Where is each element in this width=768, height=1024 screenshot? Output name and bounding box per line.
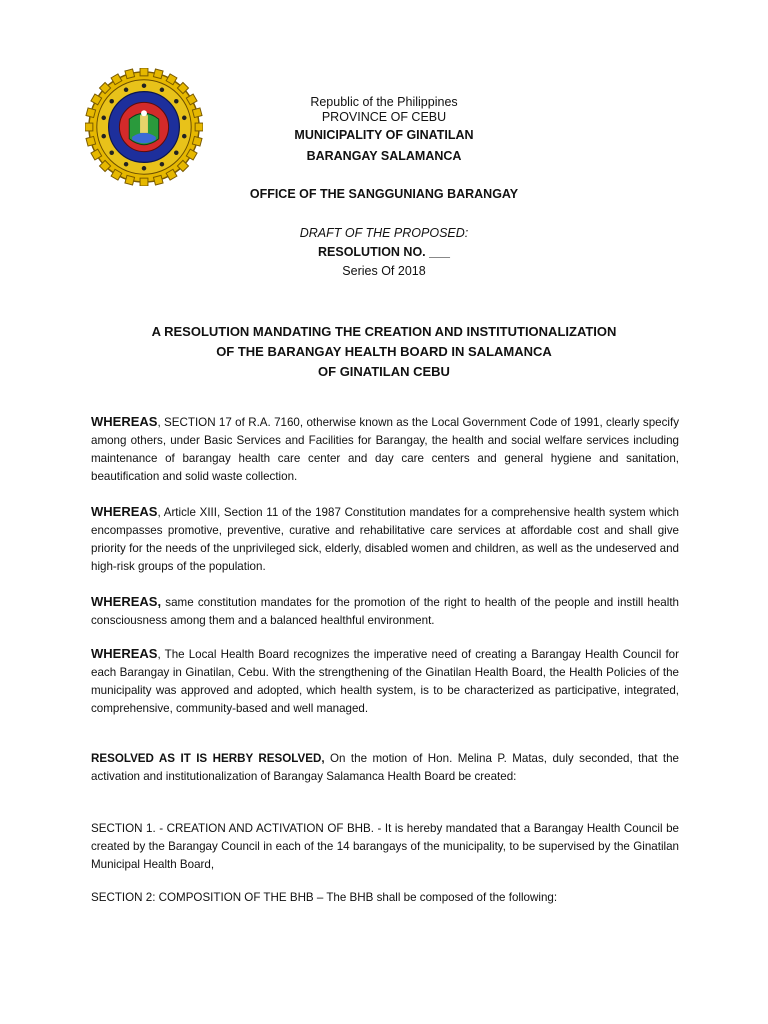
section-1: SECTION 1. - CREATION AND ACTIVATION OF BHB. - It is hereby mandated that a Barangay Health Council be created by the Barangay Council in each of the 14 barangays of the municipality, to be supervised by the Ginatilan Municipal Health Board, [91,822,679,872]
whereas-text: , Article XIII, Section 11 of the 1987 Constitution mandates for a comprehensive health system which encompasses promotive, preventive, curative and rehabilitative care services at affordable cost and shall give priority for the needs of the unprivileged sick, elderly, disabled women and children, as well as the undeserved and high-risk groups of the population. [91,506,679,574]
whereas-text: , The Local Health Board recognizes the imperative need of creating a Barangay Health Council for each Barangay in Ginatilan, Cebu. With the strengthening of the Ginatilan Health Board, the Health Policies of the municipality was approved and adopted, which health system, is to be characterized as participative, integrated, comprehensive, community-based and well managed. [91,648,679,716]
whereas-label: WHEREAS [91,504,158,519]
draft-line: DRAFT OF THE PROPOSED: [299,226,469,240]
whereas-label: WHEREAS, [91,594,162,609]
office-line: OFFICE OF THE SANGGUNIANG BARANGAY [249,187,519,201]
whereas-text: same constitution mandates for the promotion of the right to health of the people and instill health consciousness among them and a balanced healthful environment. [91,596,679,628]
resolved-label: RESOLVED AS IT IS HERBY RESOLVED, [91,752,325,765]
republic-line: Republic of the Philippines [310,95,458,109]
resolution-title-line-1: A RESOLUTION MANDATING THE CREATION AND INSTITUTIONALIZATION [151,324,617,339]
resolved-text: On the motion of Hon. Melina P. Matas, duly seconded, that the activation and institutionalization of Barangay Salamanca Health Board be created: [91,752,679,784]
resolution-number: RESOLUTION NO. ___ [318,245,450,259]
barangay-line: BARANGAY SALAMANCA [306,149,462,163]
municipality-line: MUNICIPALITY OF GINATILAN [294,128,474,142]
whereas-text: , SECTION 17 of R.A. 7160, otherwise known as the Local Government Code of 1991, clearly specify among others, under Basic Services and Facilities for Barangay, the health and social welfare services including maintenance of barangay health care center and day care centers and general hygiene and sanitation, beautification and solid waste collection. [91,416,679,484]
whereas-label: WHEREAS [91,414,158,429]
whereas-clause-4 [91,645,679,718]
resolved-clause [91,750,679,786]
whereas-clause-2 [91,503,679,576]
whereas-clause-3 [91,593,679,630]
series-line: Series Of 2018 [342,264,426,278]
section-2: SECTION 2: COMPOSITION OF THE BHB – The BHB shall be composed of the following: [91,891,558,904]
resolution-title-line-2: OF THE BARANGAY HEALTH BOARD IN SALAMANCA [216,344,552,359]
whereas-clause-1 [91,413,679,486]
whereas-label: WHEREAS [91,646,158,661]
province-line: PROVINCE OF CEBU [321,110,447,124]
resolution-title-line-3: OF GINATILAN CEBU [318,364,450,379]
